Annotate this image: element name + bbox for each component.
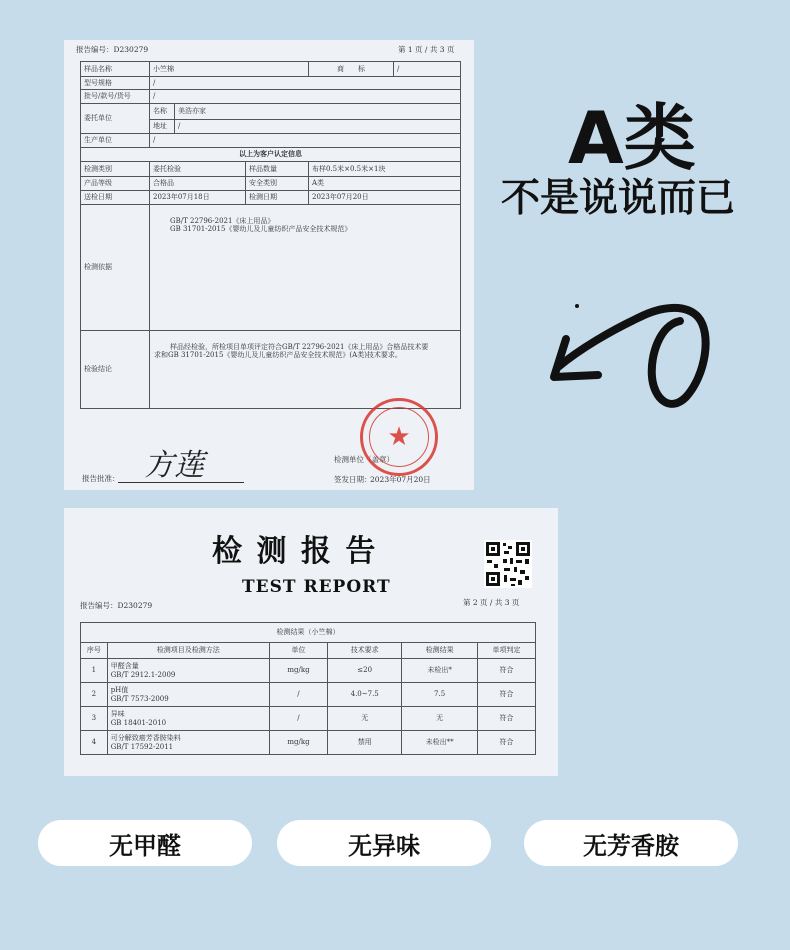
client-name-value: 美浩亦家 <box>175 104 461 120</box>
safety-label: 安全类别 <box>246 177 309 191</box>
row-result: 未检出* <box>402 659 478 683</box>
table-row <box>81 707 536 731</box>
batch-value: / <box>150 90 461 104</box>
safety-value: A类 <box>309 177 461 191</box>
row-judgement: 符合 <box>477 683 535 707</box>
basis-line-1: GB/T 22796-2021《床上用品》 <box>170 217 275 225</box>
row-item <box>107 731 269 755</box>
hand-drawn-arrow-icon <box>540 295 720 415</box>
official-stamp <box>360 398 438 476</box>
grade-value: 合格品 <box>150 177 246 191</box>
test-unit-label: 检测单位（盖章） <box>334 455 394 464</box>
model-value: / <box>150 77 461 90</box>
header-item: 检测项目及检测方法 <box>107 643 269 659</box>
row-unit: mg/kg <box>269 659 327 683</box>
report-number: 报告编号：D230279 <box>80 601 153 610</box>
send-date-value: 2023年07月18日 <box>150 191 246 205</box>
producer-value: / <box>150 134 461 148</box>
table-row <box>81 659 536 683</box>
row-number: 1 <box>81 659 108 683</box>
header-requirement: 技术要求 <box>328 643 402 659</box>
quantity-value: 布样0.5米×0.5米×1块 <box>309 162 461 177</box>
issue-date-value: 2023年07月20日 <box>370 475 431 484</box>
sample-name-label: 样品名称 <box>81 62 150 77</box>
row-result: 未检出** <box>402 731 478 755</box>
feature-pill-no-aromatic-amine: 无芳香胺 <box>524 820 738 866</box>
basis-label: 检测依据 <box>81 205 150 331</box>
conclusion-line-1: 样品经检验，所检项目单项评定符合GB/T 22796-2021《床上用品》合格品技术要 <box>170 343 429 351</box>
row-requirement: 禁用 <box>328 731 402 755</box>
report-title-en: TEST REPORT <box>242 577 391 597</box>
quantity-label: 样品数量 <box>246 162 309 177</box>
batch-label: 批号/款号/货号 <box>81 90 150 104</box>
row-item-method: GB/T 17592-2011 <box>110 742 174 751</box>
row-unit: mg/kg <box>269 731 327 755</box>
basis-line-2: GB 31701-2015《婴幼儿及儿童纺织产品安全技术规范》 <box>170 225 352 234</box>
headline-sub: 不是说说而已 <box>501 176 736 221</box>
row-item <box>107 683 269 707</box>
client-label: 委托单位 <box>81 104 150 134</box>
test-type-value: 委托检验 <box>150 162 246 177</box>
row-judgement: 符合 <box>477 707 535 731</box>
header-judgement: 单项判定 <box>477 643 535 659</box>
stamp-star-icon: ★ <box>387 422 411 452</box>
conclusion-line-2: 求和GB 31701-2015《婴幼儿及儿童纺织产品安全技术规范》(A类)技术要求。 <box>154 351 402 360</box>
conclusion-content <box>150 331 461 409</box>
sample-name-value: 小竺棉 <box>150 62 309 77</box>
table-row <box>81 731 536 755</box>
header-unit: 单位 <box>269 643 327 659</box>
approval-line <box>118 482 244 483</box>
brand-label: 商 标 <box>309 62 394 77</box>
row-item-method: GB/T 7573-2009 <box>110 694 169 703</box>
row-unit: / <box>269 707 327 731</box>
feature-pill-no-formaldehyde: 无甲醛 <box>38 820 252 866</box>
row-requirement: ≤20 <box>328 659 402 683</box>
qr-code-icon <box>484 540 532 588</box>
row-unit: / <box>269 683 327 707</box>
test-date-value: 2023年07月20日 <box>309 191 461 205</box>
send-date-label: 送检日期 <box>81 191 150 205</box>
sample-info-table <box>80 61 461 409</box>
results-table-title: 检测结果（小竺棉） <box>81 623 536 643</box>
row-result: 7.5 <box>402 683 478 707</box>
row-item <box>107 707 269 731</box>
row-result: 无 <box>402 707 478 731</box>
page-number: 第 1 页 / 共 3 页 <box>398 45 455 54</box>
client-address-value: / <box>175 120 461 134</box>
client-address-label: 地址 <box>150 120 175 134</box>
model-label: 型号规格 <box>81 77 150 90</box>
test-report-page-1 <box>64 40 474 490</box>
headline-main: A类 <box>568 96 696 180</box>
row-item-name: 异味 <box>110 710 125 719</box>
brand-value: / <box>394 62 461 77</box>
row-item-name: 可分解致癌芳香胺染料 <box>110 734 181 743</box>
producer-label: 生产单位 <box>81 134 150 148</box>
test-type-label: 检测类别 <box>81 162 150 177</box>
issue-date-label: 签发日期： <box>334 475 372 484</box>
row-item-name: pH值 <box>110 686 129 695</box>
basis-content <box>150 205 461 331</box>
row-number: 3 <box>81 707 108 731</box>
row-item <box>107 659 269 683</box>
row-item-method: GB 18401-2010 <box>110 718 167 727</box>
row-judgement: 符合 <box>477 731 535 755</box>
results-table <box>80 622 536 755</box>
approval-label: 报告批准： <box>82 474 120 483</box>
header-no: 序号 <box>81 643 108 659</box>
row-item-method: GB/T 2912.1-2009 <box>110 670 176 679</box>
row-requirement: 4.0~7.5 <box>328 683 402 707</box>
row-judgement: 符合 <box>477 659 535 683</box>
conclusion-label: 检验结论 <box>81 331 150 409</box>
row-requirement: 无 <box>328 707 402 731</box>
report-number: 报告编号：D230279 <box>76 45 149 54</box>
feature-pill-no-odor: 无异味 <box>277 820 491 866</box>
header-result: 检测结果 <box>402 643 478 659</box>
client-name-label: 名称 <box>150 104 175 120</box>
page-number: 第 2 页 / 共 3 页 <box>463 598 520 607</box>
row-number: 4 <box>81 731 108 755</box>
row-number: 2 <box>81 683 108 707</box>
test-report-page-2 <box>64 508 558 776</box>
report-title-cn: 检 测 报 告 <box>212 534 378 569</box>
test-date-label: 检测日期 <box>246 191 309 205</box>
signature: 方莲 <box>144 448 204 483</box>
row-item-name: 甲醛含量 <box>110 662 139 671</box>
grade-label: 产品等级 <box>81 177 150 191</box>
table-row <box>81 683 536 707</box>
client-confirm-note: 以上为客户认定信息 <box>81 148 461 162</box>
